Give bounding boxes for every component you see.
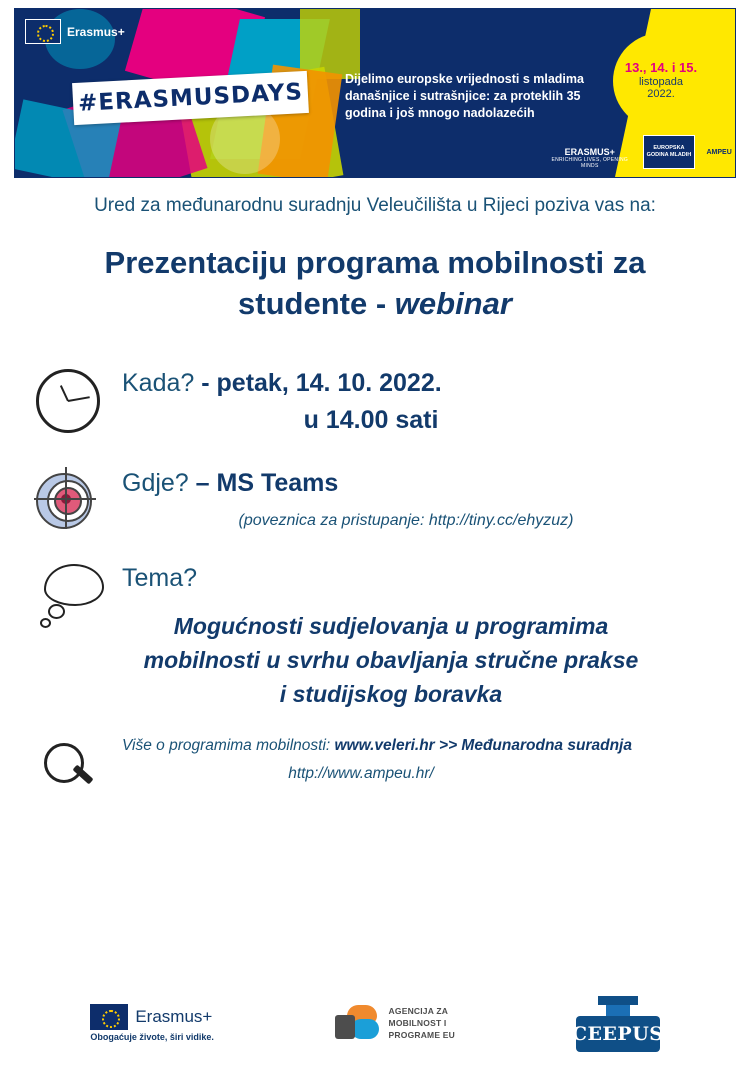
where-line (122, 469, 750, 498)
graduation-cap-icon (598, 994, 638, 1016)
banner-erasmus-label: Erasmus+ (67, 24, 125, 39)
topic-text-line1: Mogućnosti sudjelovanja u programima (173, 612, 609, 639)
topic-text-line3: i studijskog boravka (279, 680, 503, 707)
date-badge-line3: 2022. (647, 88, 675, 101)
target-icon (36, 469, 100, 533)
more-info-section (0, 737, 750, 783)
date-badge-line2: listopada (638, 75, 684, 88)
ceepus-band (571, 1016, 664, 1052)
more-info-line (122, 737, 750, 755)
topic-section (0, 564, 750, 711)
more-info-link-ampeu[interactable]: http://www.ampeu.hr/ (288, 764, 434, 782)
banner-erasmus-logo (25, 19, 125, 44)
more-info-link-veleri[interactable]: www.veleri.hr (334, 736, 435, 754)
footer-ampeu-line1: AGENCIJA ZA (388, 1005, 449, 1016)
more-info-suffix: >> Međunarodna suradnja (434, 736, 632, 754)
topic-text-line2: mobilnosti u svrhu obavljanja stručne prakse (143, 646, 639, 673)
date-badge-line1: 13., 14. i 15. (624, 59, 698, 75)
topic-text (92, 609, 690, 711)
banner-erasmus-plus-logo (545, 148, 635, 169)
topic-question: Tema? (122, 563, 198, 592)
erasmusdays-hashtag-text: #ERASMUSDAYS (77, 79, 304, 117)
footer-erasmus-logo (90, 1004, 214, 1042)
ampeu-mark-icon (335, 1005, 381, 1041)
when-question: Kada? (122, 368, 195, 397)
when-line (122, 369, 750, 398)
page-title-webinar: webinar (394, 285, 512, 321)
erasmus-days-banner (14, 8, 736, 178)
footer-logos (0, 994, 750, 1052)
banner-erasmus-plus-name: ERASMUS+ (564, 147, 615, 158)
when-section (0, 369, 750, 435)
intro-text: Ured za međunarodnu suradnju Veleučilišta u Rijeci poziva vas na: (94, 195, 656, 216)
page-title (52, 243, 698, 325)
banner-erasmus-plus-sub: ENRICHING LIVES, OPENING MINDS (551, 157, 629, 169)
where-section (0, 469, 750, 530)
thought-bubble-icon (36, 564, 100, 628)
footer-erasmus-tagline: Obogaćuje živote, širi vidike. (90, 1032, 214, 1042)
footer-ceepus-name: CEEPUS (571, 1023, 664, 1045)
magnifier-icon (42, 741, 106, 805)
more-info-prefix: Više o programima mobilnosti: (122, 736, 335, 754)
banner-partner-logos (545, 135, 735, 169)
footer-ceepus-logo (571, 994, 664, 1052)
where-link-note[interactable]: (poveznica za pristupanje: http://tiny.cc/ehyzuz) (238, 511, 574, 529)
page-title-line2-prefix: studente - (238, 285, 395, 321)
footer-ampeu-logo (335, 1005, 455, 1042)
where-answer: – MS Teams (188, 468, 339, 497)
page-title-line1: Prezentaciju programa mobilnosti za (104, 245, 646, 280)
eu-flag-icon-footer (90, 1004, 128, 1030)
ampeu-mini-logo-text: AMPEU (706, 148, 732, 156)
footer-erasmus-name: Erasmus+ (135, 1007, 213, 1026)
banner-date-badge (613, 33, 709, 129)
when-time: u 14.00 sati (303, 405, 439, 434)
clock-icon (36, 369, 100, 433)
footer-ampeu-text (389, 1005, 455, 1042)
footer-ampeu-line3: PROGRAME EU (388, 1030, 455, 1041)
poster (0, 8, 750, 1068)
eu-flag-icon (25, 19, 61, 44)
where-question: Gdje? (122, 468, 189, 497)
european-year-of-youth-logo: EUROPSKA GODINA MLADIH (643, 135, 696, 169)
footer-ampeu-line2: MOBILNOST I (388, 1017, 447, 1028)
banner-slogan: Dijelimo europske vrijednosti s mladima današnjice i sutrašnjice: za proteklih 35 godina i još mnogo nadolazećih (345, 72, 584, 120)
ampeu-mini-logo (703, 135, 735, 169)
when-answer: - petak, 14. 10. 2022. (194, 368, 442, 397)
